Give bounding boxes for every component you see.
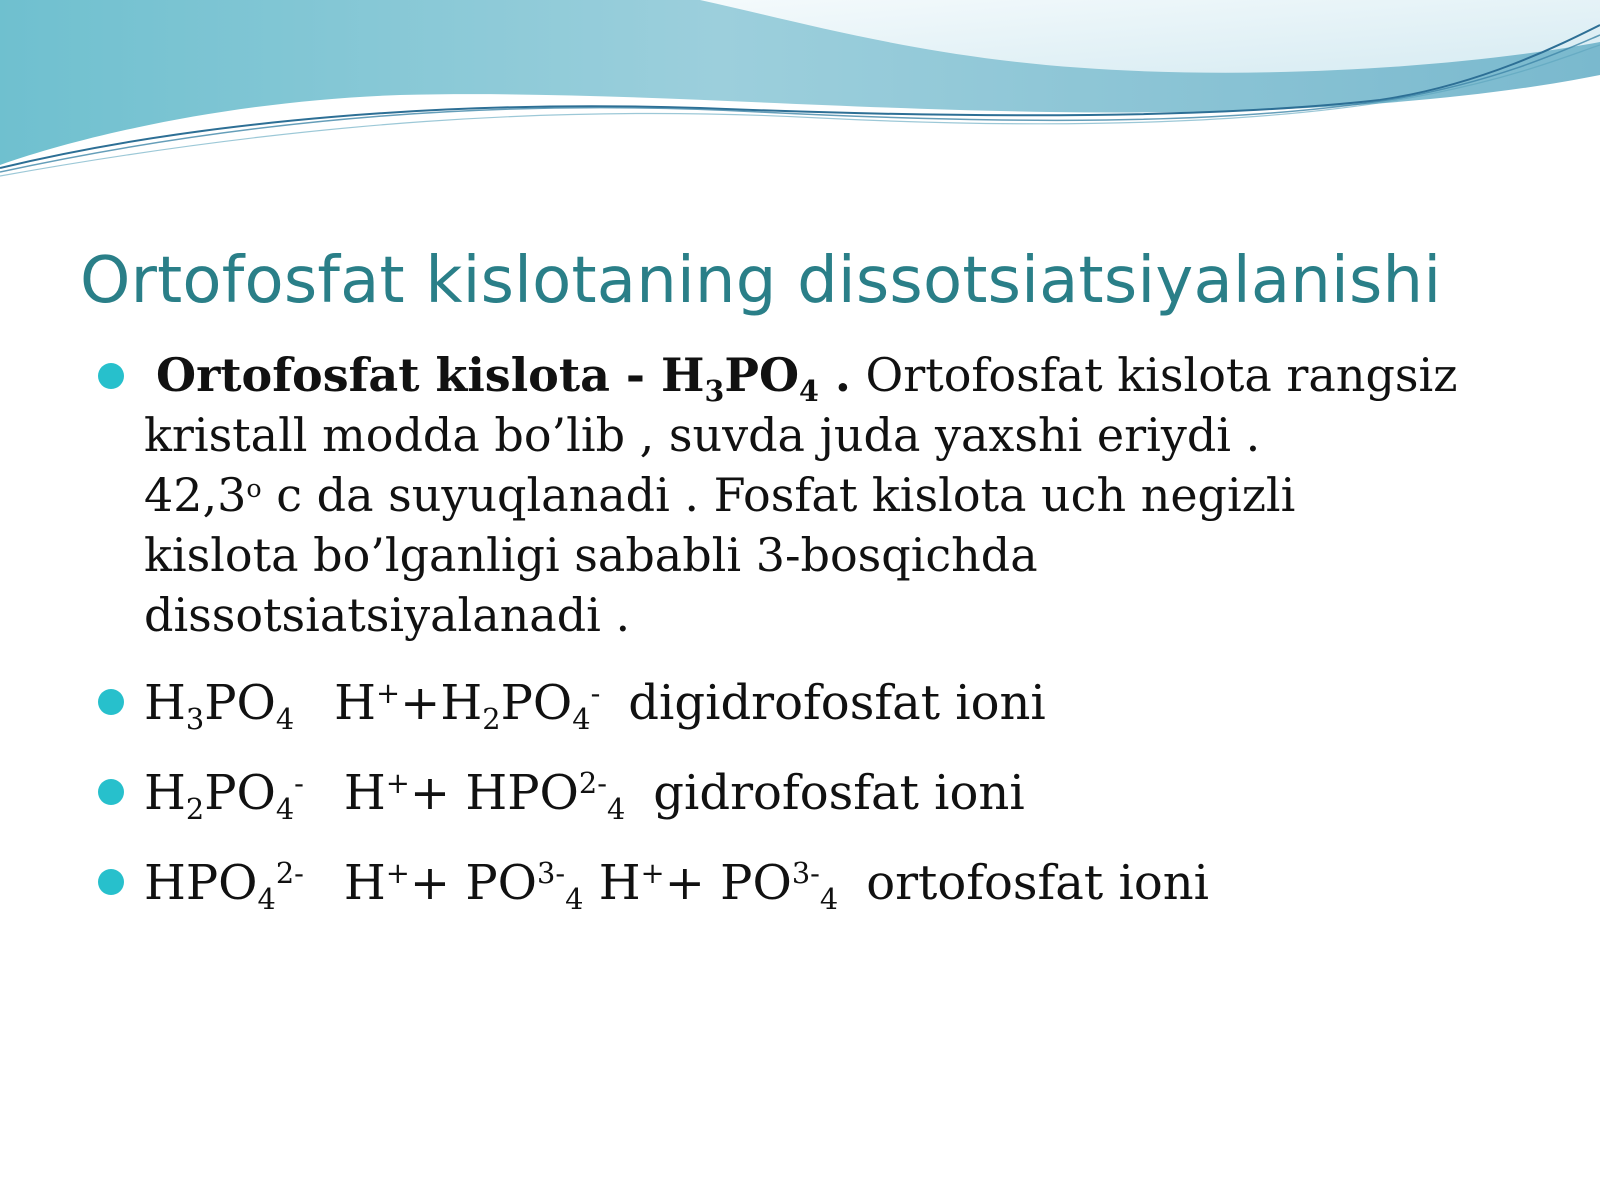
ion-name: gidrofosfat ioni [653, 765, 1025, 821]
equation-1: $H_3PO_4$ $H^++H_2PO_4^-$ digidrofosfat ioni [98, 673, 1498, 733]
bullet-dot-icon [98, 363, 124, 389]
bullet-dot-icon [98, 689, 124, 715]
acid-name-heading: Ortofosfat kislota - $H_3PO_4$ . [156, 348, 851, 408]
header-wave-decoration [0, 0, 1600, 200]
paragraph-line-5: dissotsiatsiyalanadi . [144, 588, 631, 642]
paragraph-line-4: kislota bo’lganligi sababli 3-bosqichda [144, 528, 1038, 582]
paragraph-line-3: 42,3$^o$ c da suyuqlanadi . Fosfat kislota uch negizli [144, 468, 1296, 522]
paragraph-line-2: kristall modda bo’lib , suvda juda yaxshi eriydi . [144, 408, 1261, 462]
bullet-dot-icon [98, 869, 124, 895]
equation-3: $HPO_4^{2-}$ $H^++ PO^{3-}_4$ $H^++ PO^{3-}_4$ ortofosfat ioni [98, 853, 1498, 913]
slide-title: Ortofosfat kislotaning dissotsiatsiyalanishi [80, 244, 1442, 318]
list-item [98, 345, 1498, 645]
paragraph-line-1: Ortofosfat kislota - $H_3PO_4$ . Ortofosfat kislota rangsiz [156, 348, 1458, 408]
bullet-dot-icon [98, 779, 124, 805]
bullet-list [98, 345, 1498, 917]
equation-2: $H_2PO_4^-$ $H^++ HPO^{2-}_4$ gidrofosfat ioni [98, 763, 1498, 823]
ion-name: ortofosfat ioni [866, 855, 1209, 911]
ion-name: digidrofosfat ioni [628, 675, 1046, 731]
